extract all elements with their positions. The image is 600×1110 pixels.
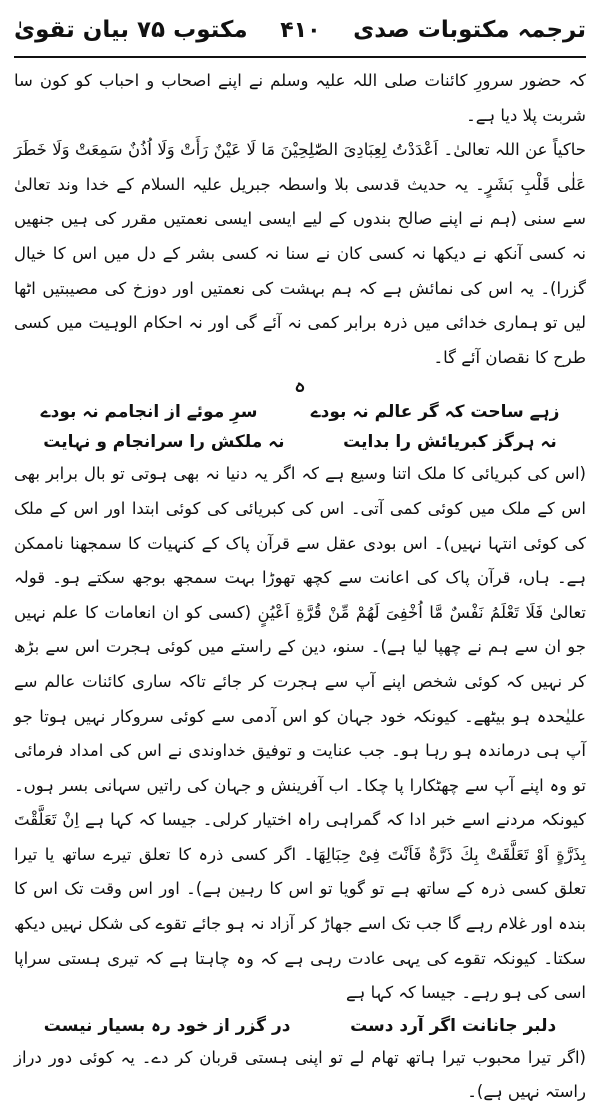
verse-hemistich-left: در گزر از خود رہ بسیار نیست [43,1015,291,1036]
verse-hemistich-right: نہ ہرگز کبریائش را بدایت [343,432,557,453]
verse-hemistich-left: نہ ملکش را سرانجام و نہایت [43,432,285,453]
page-number: ۴۱۰ [280,17,321,43]
section-separator: ہ [293,373,307,399]
body-text [14,64,586,1110]
book-title: ترجمہ مکتوبات صدی [353,17,586,43]
verse-hemistich-left: سرِ موئے از انجامم نہ بودے [40,402,258,423]
verse-line [14,397,586,427]
verse-line [14,427,586,457]
verse-hemistich-right: دلبر جانانت اگر آرد دست [350,1015,557,1036]
page-header [14,6,586,54]
paragraph-hadith: حاکیاً عن اللہ تعالیٰ۔ اَعْدَدْتُ لِعِبَادِیَ الصّٰلِحِیْنَ مَا لَا عَیْنٌ رَأَتْ وَلَا اُذُنٌ سَمِعَتْ وَلَا خَطَرَ عَلٰی قَلْبِ بَشَرٍ۔ یہ حدیث قدسی بلا واسطہ جبریل علیہ السلام کے خدا وند تعالیٰ سے سنی (ہم نے اپنے صالح بندوں کے لیے ایسی ایسی نعمتیں مقرر کی ہیں جنھیں نہ کسی آنکھ نے دیکھا نہ کسی کان نے سنا نہ کسی بشر کے دل میں اس کا خیال گزرا)۔ یہ اس کی نمائش ہے کہ ہم بہشت کی نعمتیں اور دوزخ کی مصیبتیں اٹھا لیں تو ہماری خدائی میں ذرہ برابر کمی نہ آئے گی اور نہ احکام الوہیت میں کسی طرح کا نقصان آئے گا۔ [14,140,586,367]
verse-hemistich-right: زہے ساحت کہ گر عالم نہ بودے [310,402,560,423]
paragraph-intro: کہ حضور سرورِ کائنات صلی اللہ علیہ وسلم نے اپنے اصحاب و احباب کو کون سا شربت پلا دیا ہے۔ [14,71,586,125]
letter-title: مکتوب ۷۵ بیان تقویٰ [14,17,248,43]
paragraph-main: (اس کی کبریائی کا ملک اتنا وسیع ہے کہ اگر یہ دنیا نہ بھی ہوتی تو بال برابر بھی اس کے ملک میں کوئی کمی آتی۔ اس کی کبریائی کی کوئی ابتدا اور اس کے ملک کی کوئی انتہا نہیں)۔ اس بودی عقل سے قرآن پاک کے کنہیات کا سمجھنا ناممکن ہے۔ ہاں، قرآن پاک کی اعانت سے کچھ تھوڑا بہت سمجھ بوجھ سکتے ہو۔ قولہ تعالیٰ فَلَا تَعْلَمُ نَفْسٌ مَّا اُخْفِیَ لَهُمْ مِّنْ قُرَّةِ اَعْیُنٍ (کسی کو ان انعامات کا علم نہیں جو ان سے ہم نے چھپا لیا ہے)۔ سنو، دین کے راستے میں کوئی ہجرت اس سے بڑھ کر نہیں کہ کوئی شخص اپنے آپ سے ہجرت کر جائے تاکہ ساری کائنات عالم سے علیٰحدہ ہو بیٹھے۔ کیونکہ خود جہان کو اس آدمی سے کوئی سروکار نہیں ہوتا جو آپ ہی درماندہ ہو رہا ہو۔ جب عنایت و توفیق خداوندی نے اس کی امداد فرمائی تو وہ اپنے آپ سے چھٹکارا پا چکا۔ اب آفرینش و جہان کی راتیں سہانی بسر ہوں۔ کیونکہ مردنے اسے خبر ادا کہ گمراہی راہ اختیار کرلی۔ جیسا کہ کہا ہے اِنْ تَعَلَّقْتَ بِذَرَّةٍ اَوْ تَعَلَّقَتْ بِكَ ذَرَّةٌ فَاَنْتَ فِیْ حِبَالِهَا۔ اگر کسی ذرہ کا تعلق تیرے ساتھ یا تیرا تعلق کسی ذرہ کے ساتھ ہے تو گویا تو اس کا رہین ہے)۔ اور اس وقت تک اس کا بندہ اور غلام رہے گا جب تک اسے جھاڑ کر آزاد نہ ہو جائے تقوے کی شکل نہیں دیکھ سکتا۔ کیونکہ تقوے کی یہی عادت رہی ہے کہ وہ چاہتا ہے کہ تیری ہستی سراپا اسی کی ہو رہے۔ جیسا کہ کہا ہے [14,464,586,1003]
closing-translation: (اگر تیرا محبوب تیرا ہاتھ تھام لے تو اپنی ہستی قربان کر دے۔ یہ کوئی دور دراز راستہ نہیں ہے)۔ [14,1047,586,1102]
final-verse-line [14,1011,586,1041]
header-rule [14,56,586,58]
